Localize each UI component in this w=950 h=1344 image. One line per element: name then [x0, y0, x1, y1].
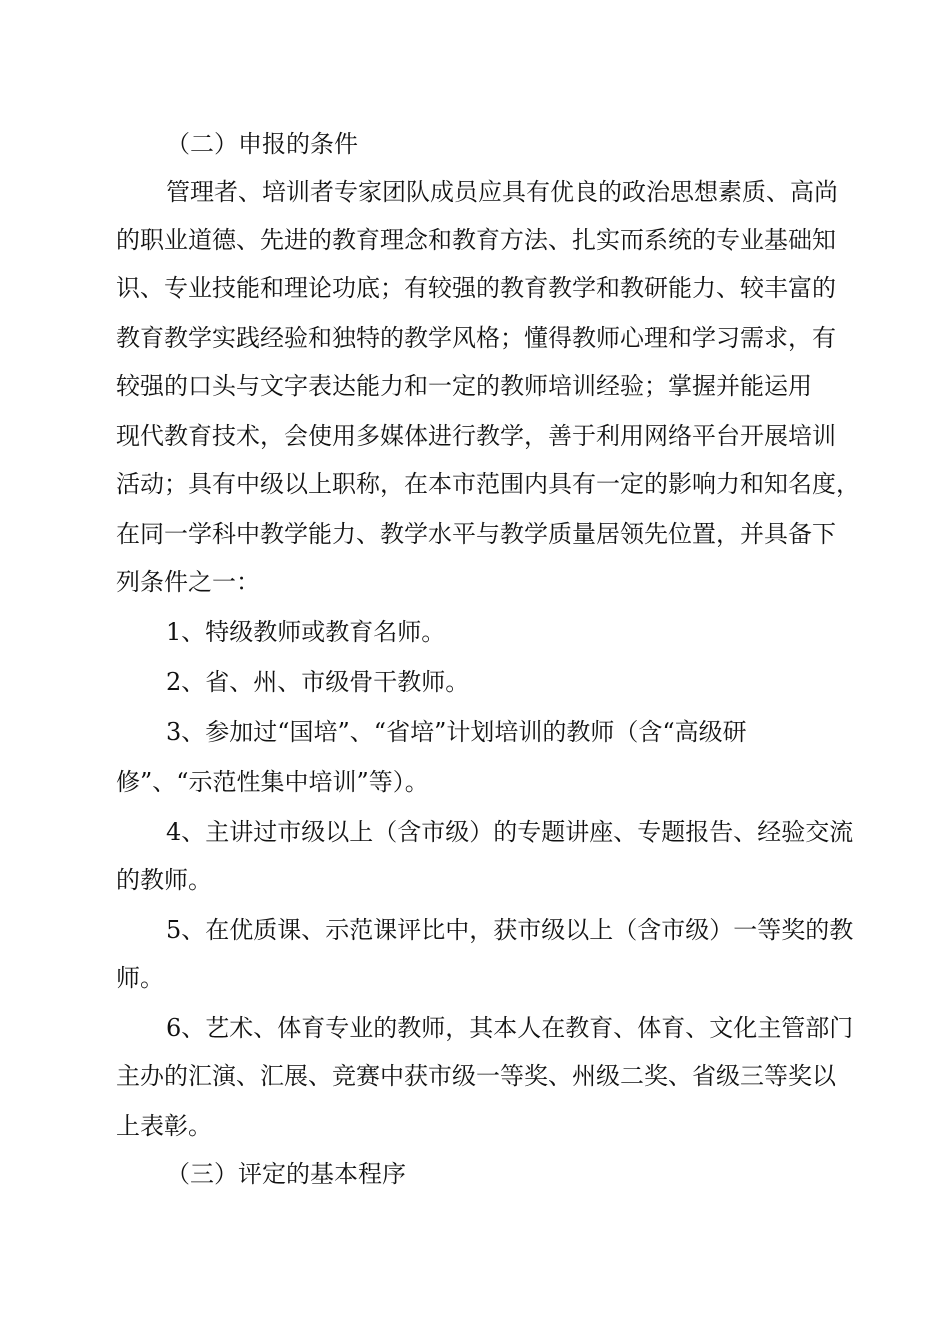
- list-item-line: 上表彰。: [116, 1112, 212, 1140]
- list-item-1: 1、特级教师或教育名师。: [166, 618, 446, 646]
- paragraph-line: 识、专业技能和理论功底；有较强的教育教学和教研能力、较丰富的: [116, 274, 836, 302]
- list-item-line: 主办的汇演、汇展、竞赛中获市级一等奖、州级二奖、省级三等奖以: [116, 1062, 836, 1090]
- list-item-line: 的教师。: [116, 866, 212, 894]
- section-heading-procedure: （三）评定的基本程序: [166, 1160, 406, 1188]
- paragraph-line: 在同一学科中教学能力、教学水平与教学质量居领先位置，并具备下: [116, 520, 836, 548]
- list-item-line: 6、艺术、体育专业的教师，其本人在教育、体育、文化主管部门: [166, 1014, 854, 1042]
- paragraph-line: 教育教学实践经验和独特的教学风格；懂得教师心理和学习需求，有: [116, 324, 836, 352]
- paragraph-line: 活动；具有中级以上职称，在本市范围内具有一定的影响力和知名度，: [116, 470, 860, 498]
- paragraph-line: 的职业道德、先进的教育理念和教育方法、扎实而系统的专业基础知: [116, 226, 836, 254]
- list-item-line: 师。: [116, 964, 164, 992]
- paragraph-line: 较强的口头与文字表达能力和一定的教师培训经验；掌握并能运用: [116, 372, 812, 400]
- paragraph-line: 现代教育技术，会使用多媒体进行教学，善于利用网络平台开展培训: [116, 422, 836, 450]
- paragraph-line: 列条件之一：: [116, 568, 260, 596]
- list-item-line: 3、参加过“国培”、“省培”计划培训的教师（含“高级研: [166, 718, 747, 746]
- paragraph-line: 管理者、培训者专家团队成员应具有优良的政治思想素质、高尚: [166, 178, 838, 206]
- list-item-line: 修”、“示范性集中培训”等）。: [116, 768, 429, 796]
- section-heading-conditions: （二）申报的条件: [166, 130, 358, 158]
- list-item-line: 4、主讲过市级以上（含市级）的专题讲座、专题报告、经验交流: [166, 818, 854, 846]
- list-item-2: 2、省、州、市级骨干教师。: [166, 668, 470, 696]
- list-item-line: 5、在优质课、示范课评比中，获市级以上（含市级）一等奖的教: [166, 916, 854, 944]
